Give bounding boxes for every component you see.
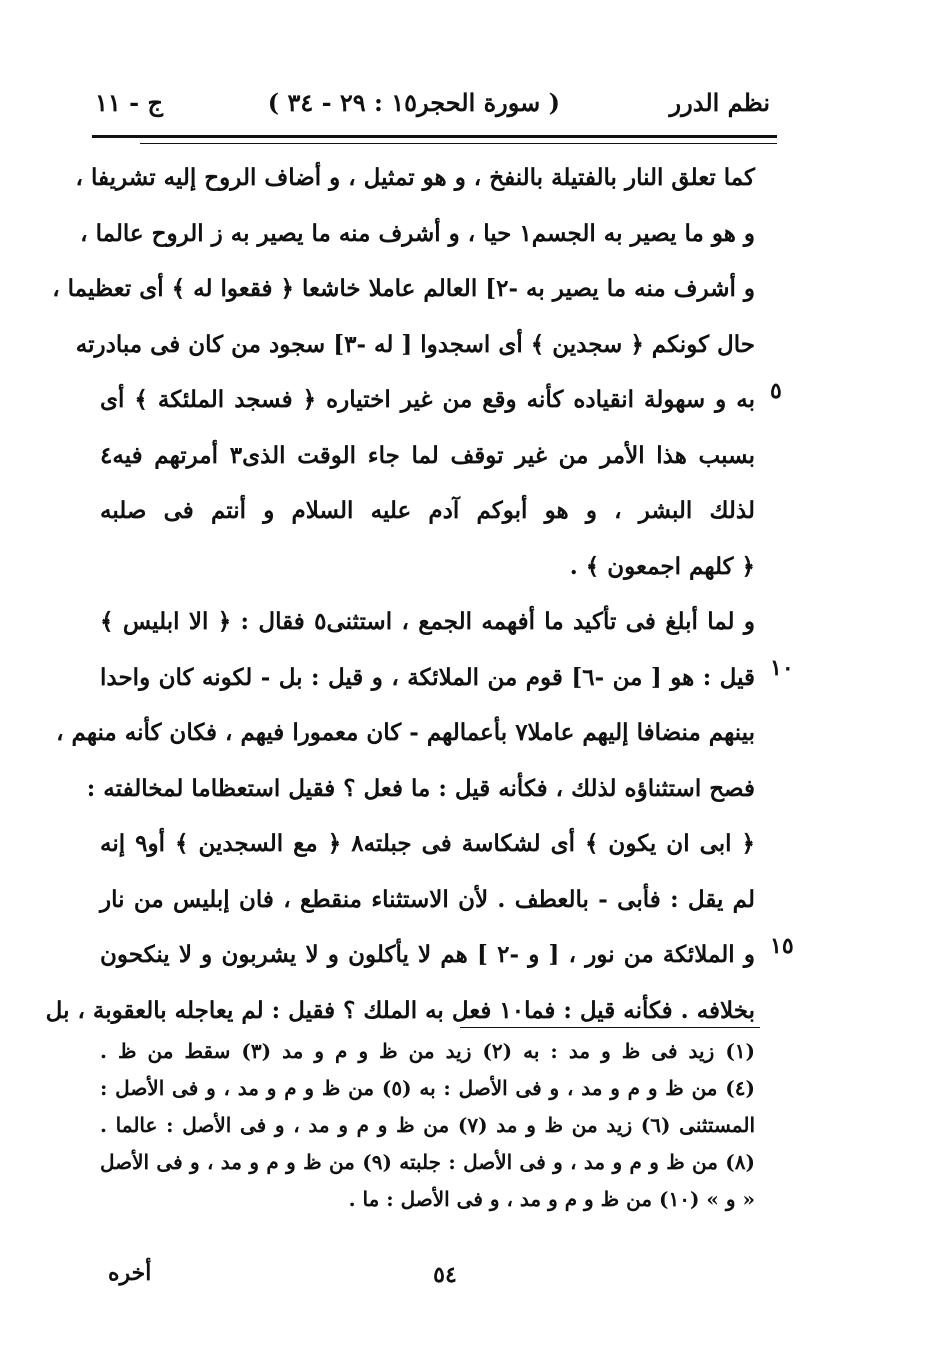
main-text (45, 150, 755, 1038)
text-line-10: قيل : هو [ من -٦] قوم من الملائكة ، و قيل : بل - لكونه كان واحدا (100, 663, 755, 691)
text-line-6: بسبب هذا الأمر من غير توقف لما جاء الوقت الذى٣ أمرتهم فيه٤ (100, 441, 755, 469)
surah-reference: ( سورة الحجر١٥ : ٢٩ - ٣٤ ) (267, 88, 560, 117)
text-line-8: ﴿ كلهم اجمعون ﴾ . (569, 552, 755, 580)
text-line-5: به و سهولة انقياده كأنه وقع من غير اختياره ﴿ فسجد الملئكة ﴾ أى (100, 386, 755, 413)
page-number: ٥٤ (433, 1262, 457, 1288)
page-header (95, 84, 770, 128)
text-line-11: بينهم منضافا إليهم عاملا٧ بأعمالهم - كان معمورا فيهم ، فكان كأنه منهم ، (56, 719, 755, 746)
text-line-1: كما تعلق النار بالفتيلة بالنفخ ، و هو تمثيل ، و أضاف الروح إليه تشريفا ، (75, 164, 755, 191)
footnote-line-2: (٤) من ظ و م و مد ، و فى الأصل : به (٥) من ظ و م و مد ، و فى الأصل : (100, 1076, 755, 1100)
line-number-5: ٥ (770, 378, 782, 404)
footnote-line-1: (١) زيد فى ظ و مد : به (٢) زيد من ظ و م و مد (٣) سقط من ظ . (100, 1039, 755, 1063)
text-line-16: بخلافه . فكأنه قيل : فما١٠ فعل به الملك ؟ فقيل : لم يعاجله بالعقوبة ، بل (45, 996, 755, 1024)
footnote-line-3: المستثنى (٦) زيد من ظ و مد (٧) من ظ و م و مد ، و فى الأصل : عالما . (100, 1113, 756, 1137)
text-line-12: فصح استثناؤه لذلك ، فكأنه قيل : ما فعل ؟ فقيل استعظاما لمخالفته : (86, 774, 755, 802)
footnote-rule (460, 1027, 760, 1028)
header-rule-thick (92, 135, 777, 138)
text-line-13: ﴿ ابى ان يكون ﴾ أى لشكاسة فى جبلته٨ ﴿ مع السجدين ﴾ أو٩ إنه (100, 830, 755, 857)
text-line-14: لم يقل : فأبى - بالعطف . لأن الاستثناء منقطع ، فان إبليس من نار (100, 885, 755, 913)
header-rule-thin (140, 143, 777, 144)
book-title: نظم الدرر (669, 88, 770, 117)
part-number: ج - ١١ (95, 88, 163, 117)
text-line-9: و لما أبلغ فى تأكيد ما أفهمه الجمع ، استثنى٥ فقال : ﴿ الا ابليس ﴾ (100, 608, 755, 635)
catchword: أخره (108, 1260, 152, 1286)
text-line-15: و الملائكة من نور ، [ و -٢ ] هم لا يأكلون و لا يشربون و لا ينكحون (100, 941, 755, 968)
footnote-line-4: (٨) من ظ و م و مد ، و فى الأصل : جلبته (٩) من ظ و م و مد ، و فى الأصل (100, 1150, 755, 1174)
line-number-15: ١٥ (770, 933, 794, 959)
text-line-4: حال كونكم ﴿ سجدين ﴾ أى اسجدوا [ له -٣] سجود من كان فى مبادرته (75, 330, 755, 358)
text-line-7: لذلك البشر ، و هو أبوكم آدم عليه السلام و أنتم فى صلبه (100, 497, 755, 524)
text-line-2: و هو ما يصير به الجسم١ حيا ، و أشرف منه ما يصير به ز الروح عالما ، (80, 219, 755, 247)
line-number-10: ١٠ (770, 655, 794, 681)
footnote-line-5: « و » (١٠) من ظ و م و مد ، و فى الأصل : ما . (348, 1187, 755, 1211)
footnotes (100, 1033, 755, 1218)
text-line-3: و أشرف منه ما يصير به -٢] العالم عاملا خاشعا ﴿ فقعوا له ﴾ أى تعظيما ، (52, 275, 755, 302)
